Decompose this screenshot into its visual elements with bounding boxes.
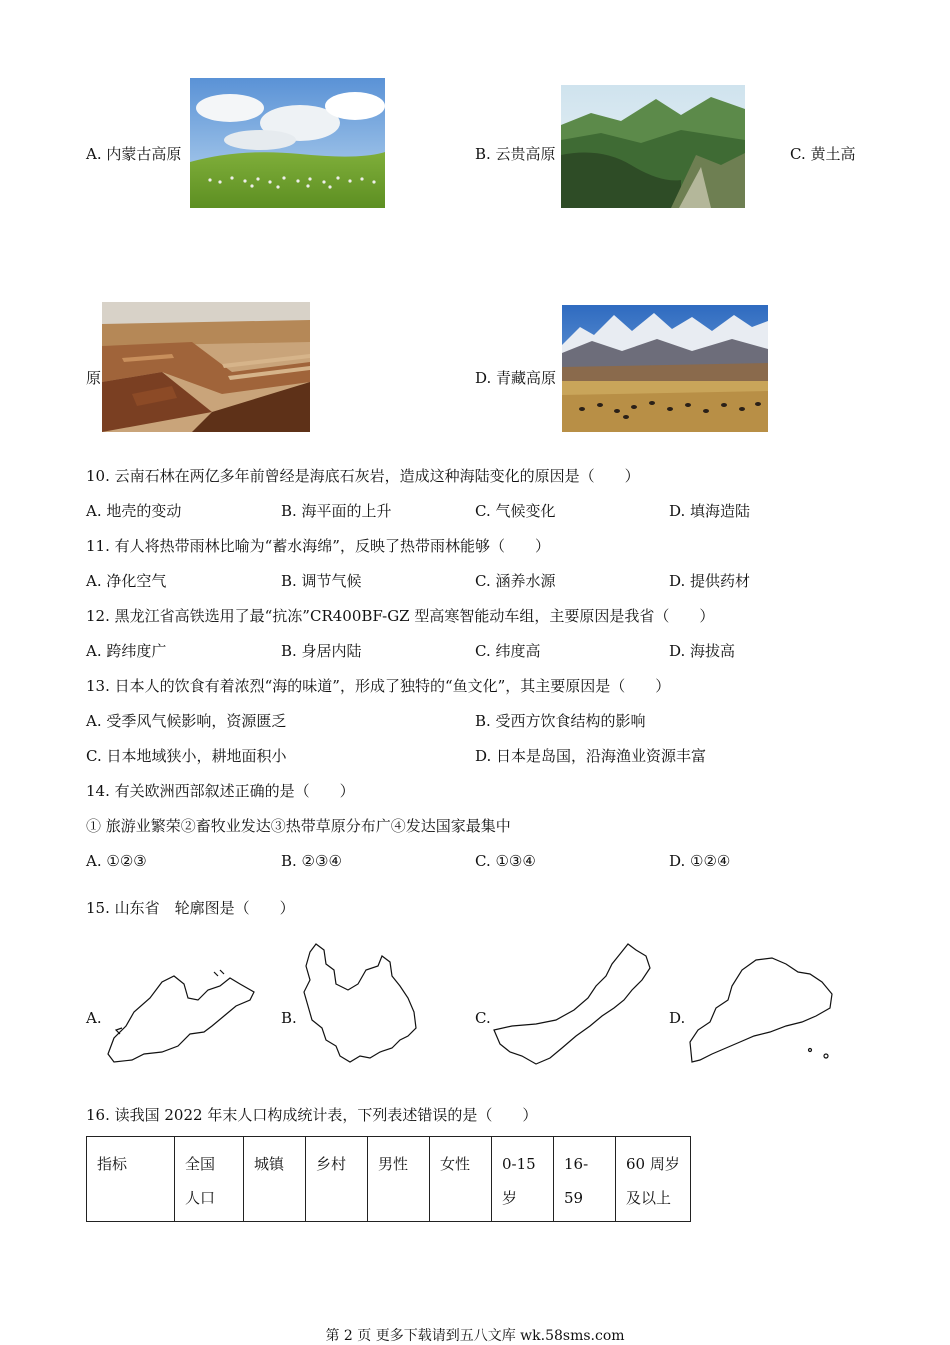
q10-option-c[interactable]: C. 气候变化 (475, 502, 556, 520)
q13-option-b[interactable]: B. 受西方饮食结构的影响 (475, 712, 646, 730)
table-header-cell: 城镇 (244, 1137, 306, 1222)
q9-option-b-label: B. 云贵高原 (475, 145, 556, 163)
q11-question: 11. 有人将热带雨林比喻为“蓄水海绵”，反映了热带雨林能够（ ） (86, 537, 550, 555)
q10-option-b[interactable]: B. 海平面的上升 (281, 502, 392, 520)
q11-option-d[interactable]: D. 提供药材 (669, 572, 751, 590)
q9-option-a-label: A. 内蒙古高原 (86, 145, 182, 163)
inner-mongolia-plateau-photo (190, 78, 385, 208)
province-outline-map-a[interactable] (104, 968, 258, 1064)
q12-option-c[interactable]: C. 纬度高 (475, 642, 541, 660)
table-header-cell: 60 周岁 及以上 (616, 1137, 691, 1222)
q11-option-b[interactable]: B. 调节气候 (281, 572, 362, 590)
table-header-cell: 女性 (430, 1137, 492, 1222)
loess-plateau-photo (102, 302, 310, 432)
q14-statement: ① 旅游业繁荣②畜牧业发达③热带草原分布广④发达国家最集中 (86, 817, 511, 835)
q14-option-d[interactable]: D. ①②④ (669, 852, 731, 870)
q15-option-a[interactable]: A. (86, 1009, 102, 1027)
q9-option-d-label: D. 青藏高原 (475, 369, 557, 387)
q15-option-d[interactable]: D. (669, 1009, 686, 1027)
q10-question: 10. 云南石林在两亿多年前曾经是海底石灰岩，造成这种海陆变化的原因是（ ） (86, 467, 640, 485)
q15-option-c[interactable]: C. (475, 1009, 491, 1027)
q9-option-c-label: C. 黄土高 (790, 145, 856, 163)
q11-option-c[interactable]: C. 涵养水源 (475, 572, 556, 590)
q14-option-a[interactable]: A. ①②③ (86, 852, 147, 870)
q14-question: 14. 有关欧洲西部叙述正确的是（ ） (86, 782, 355, 800)
table-header-cell: 全国 人口 (175, 1137, 244, 1222)
province-outline-map-b[interactable] (296, 940, 420, 1068)
q13-option-a[interactable]: A. 受季风气候影响，资源匮乏 (86, 712, 287, 730)
population-statistics-table (86, 1136, 691, 1222)
q12-option-a[interactable]: A. 跨纬度广 (86, 642, 167, 660)
q10-option-d[interactable]: D. 填海造陆 (669, 502, 751, 520)
q15-question: 15. 山东省 轮廓图是（ ） (86, 899, 295, 917)
province-outline-map-d[interactable] (686, 952, 836, 1066)
table-header-cell: 男性 (368, 1137, 430, 1222)
q12-question: 12. 黑龙江省高铁选用了最“抗冻”CR400BF-GZ 型高寒智能动车组，主要原因是我省（ ） (86, 607, 715, 625)
province-outline-map-c[interactable] (492, 940, 654, 1066)
table-header-cell: 16- 59 (554, 1137, 616, 1222)
q11-option-a[interactable]: A. 净化空气 (86, 572, 167, 590)
q10-option-a[interactable]: A. 地壳的变动 (86, 502, 182, 520)
table-header-cell: 指标 (87, 1137, 175, 1222)
qinghai-tibet-plateau-photo (562, 305, 768, 432)
q13-question: 13. 日本人的饮食有着浓烈“海的味道”，形成了独特的“鱼文化”，其主要原因是（ ） (86, 677, 671, 695)
table-header-cell: 0-15 岁 (492, 1137, 554, 1222)
q14-option-b[interactable]: B. ②③④ (281, 852, 342, 870)
q14-option-c[interactable]: C. ①③④ (475, 852, 536, 870)
q13-option-d[interactable]: D. 日本是岛国，沿海渔业资源丰富 (475, 747, 707, 765)
yunnan-guizhou-plateau-photo (561, 85, 745, 208)
table-header-cell: 乡村 (306, 1137, 368, 1222)
q9-option-c-label-wrap: 原 (86, 369, 102, 387)
q13-option-c[interactable]: C. 日本地域狭小，耕地面积小 (86, 747, 287, 765)
page-footer: 第 2 页 更多下载请到五八文库 wk.58sms.com (325, 1328, 625, 1344)
q12-option-b[interactable]: B. 身居内陆 (281, 642, 362, 660)
q15-option-b[interactable]: B. (281, 1009, 297, 1027)
q12-option-d[interactable]: D. 海拔高 (669, 642, 736, 660)
q16-question: 16. 读我国 2022 年末人口构成统计表，下列表述错误的是（ ） (86, 1106, 538, 1124)
table-row (87, 1137, 691, 1222)
